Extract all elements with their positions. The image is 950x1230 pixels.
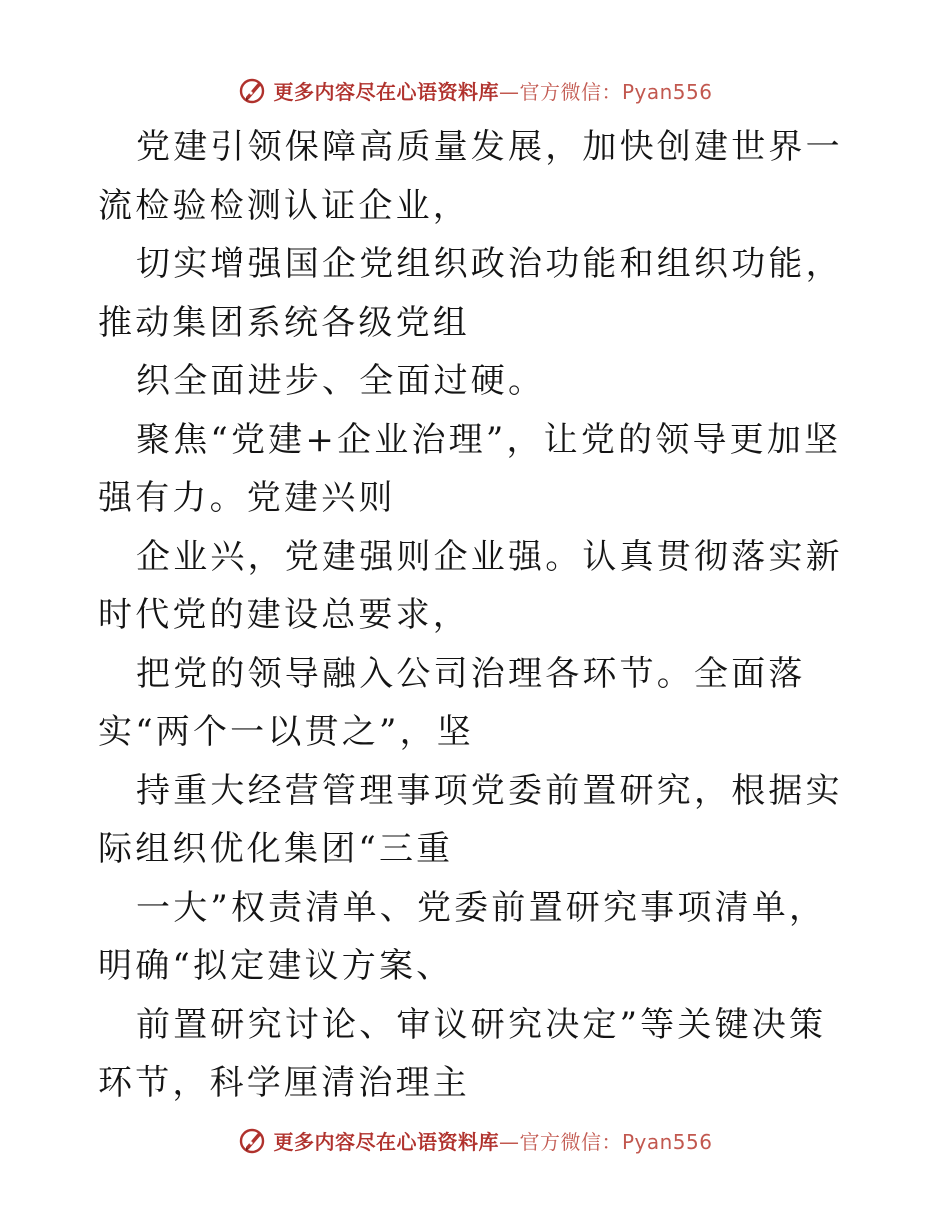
paragraph: 织全面进步、全面过硬。	[136, 361, 546, 401]
header-brand-text: 更多内容尽在心语资料库	[273, 79, 499, 104]
footer-banner-text	[273, 1126, 712, 1155]
paragraph: 企业兴，党建强则企业强。认真贯彻落实新时代党的建设总要求，	[98, 536, 843, 635]
footer-wechat-text: 官方微信：Pyan556	[519, 1129, 713, 1154]
paragraph: 一大”权责清单、党委前置研究事项清单，明确“拟定建议方案、	[98, 887, 827, 986]
header-banner-text	[273, 76, 712, 105]
paragraph: 把党的领导融入公司治理各环节。全面落实“两个一以贯之”，坚	[98, 653, 806, 752]
header-wechat-text: 官方微信：Pyan556	[519, 79, 713, 104]
paragraph: 党建引领保障高质量发展，加快创建世界一流检验检测认证企业，	[98, 127, 843, 226]
paragraph: 聚焦“党建+企业治理”，让党的领导更加坚强有力。党建兴则	[98, 419, 842, 518]
footer-brand-text: 更多内容尽在心语资料库	[273, 1129, 499, 1154]
paragraph: 持重大经营管理事项党委前置研究，根据实际组织优化集团“三重	[98, 770, 843, 869]
footer-dash: —	[498, 1129, 520, 1154]
paragraph: 切实增强国企党组织政治功能和组织功能，推动集团系统各级党组	[98, 244, 843, 343]
header-banner	[0, 70, 950, 110]
header-dash: —	[498, 79, 520, 104]
footer-banner	[0, 1120, 950, 1160]
paragraph: 前置研究讨论、审议研究决定”等关键决策环节，科学厘清治理主	[98, 1004, 827, 1103]
quill-pen-logo-icon	[237, 1125, 267, 1155]
document-body	[98, 118, 858, 1113]
quill-pen-logo-icon	[237, 75, 267, 105]
